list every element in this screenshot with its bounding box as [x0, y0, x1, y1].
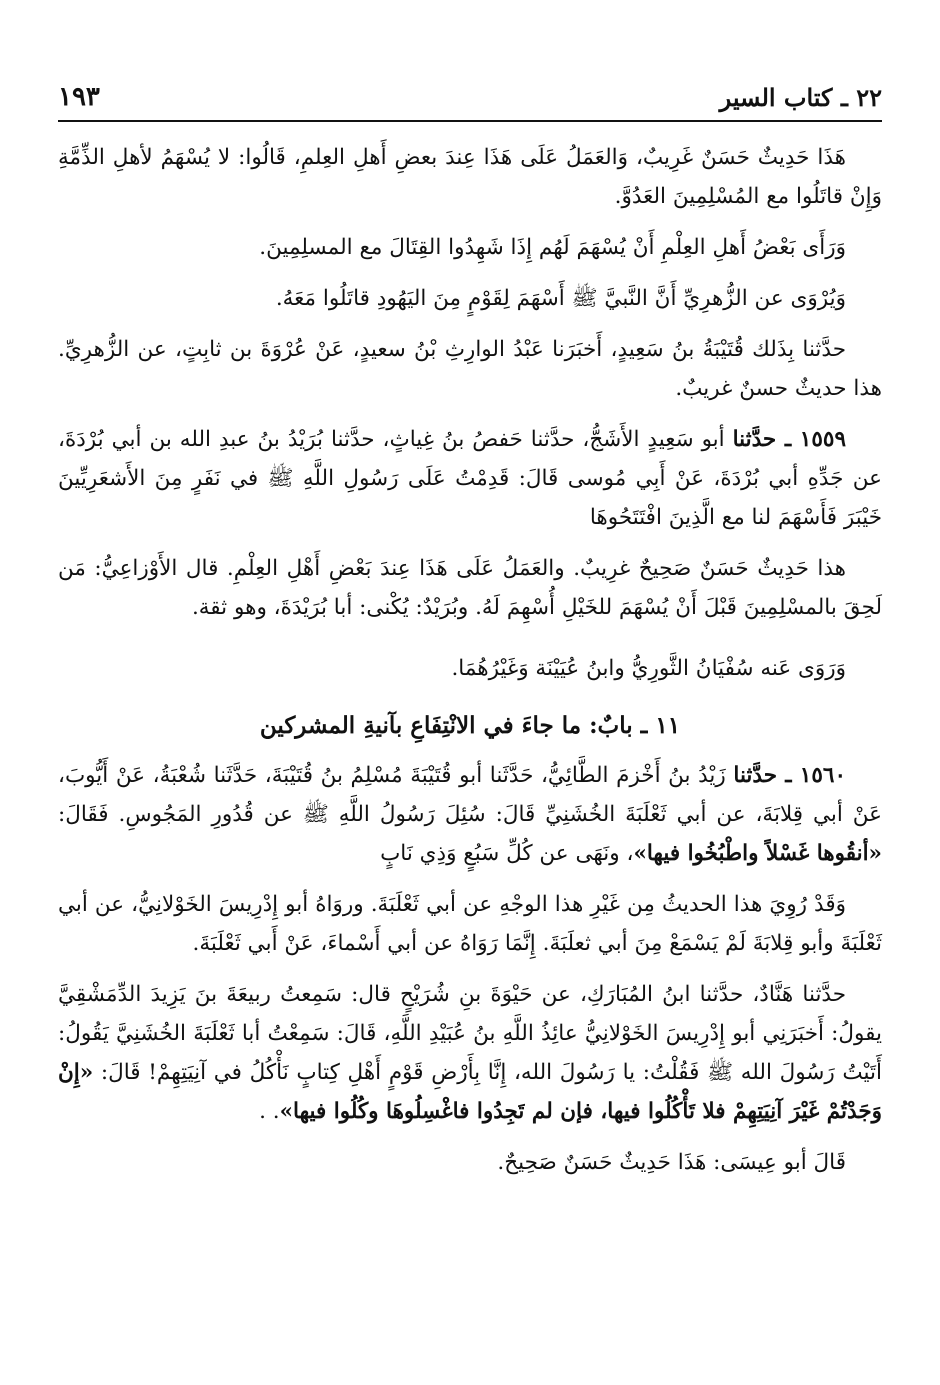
paragraph-10	[58, 975, 882, 1131]
page-body	[58, 138, 882, 1194]
hadith-number: ١٥٥٩ ـ حدَّثنا	[732, 427, 846, 452]
hadith-text-end: . .	[259, 1099, 280, 1124]
paragraph-2: وَرَأَى بَعْضُ أَهلِ العِلْمِ أَنْ يُسْهَمَ لَهُم إِذَا شَهِدُوا القِتَالَ مع المسلِمِينَ.	[259, 235, 846, 260]
paragraph-11: قَالَ أبو عِيسَى: هَذَا حَدِيثٌ حَسَنٌ صَحِيحٌ.	[497, 1150, 846, 1175]
chapter-title: ٢٢ ـ كتاب السير	[719, 83, 882, 112]
hadith-text: أبو سَعِيدٍ الأَشَجُّ، حدَّثنا حَفصُ بنُ غِياثٍ، حدَّثنا بُرَيْدُ بنُ عبدِ الله بن أبي بُرْدَةَ، عن جَدِّهِ أبي بُرْدَةَ، عَنْ أَبِي مُوسى قَالَ: قَدِمْتُ عَلَى رَسُولِ اللَّهِ ﷺ في نَفَرٍ مِنَ الأَشعَرِيِّينَ خَيْبَرَ فَأَسْهَمَ لنا مع الَّذِينَ افْتَتَحُوهَا	[58, 427, 882, 530]
hadith-number: ١٥٦٠ ـ حدَّثنا	[733, 763, 846, 788]
hadith-text: حدَّثنا هَنَّادٌ، حدَّثنا ابنُ المُبَارَكِ، عن حَيْوَةَ بنِ شُرَيْحٍ قال: سَمِعتُ ربيعَةَ بنَ يَزِيدَ الدِّمَشْقِيَّ يقولُ: أَخبَرَنِي أبو إِدْرِيسَ الخَوْلانِيُّ عائِذُ اللَّهِ بنُ عُبَيْدِ اللَّهِ، قَالَ: سَمِعْتُ أبا ثَعْلَبَةَ الخُشَنِيَّ يَقُولُ: أَتَيْتُ رَسُولَ الله ﷺ فَقُلْتُ: يا رَسُولَ الله، إِنَّا بِأَرْضِ قَوْمٍ أَهْلِ كِتابٍ نَأْكُلُ في آنِيَتِهِمْ! قَالَ:	[58, 982, 882, 1085]
hadith-1559	[58, 420, 882, 537]
paragraph-4: حدَّثنا بِذَلك قُتَيْبَةُ بنُ سَعِيدٍ، أَخبَرَنا عَبْدُ الوارِثِ بْنُ سعيدٍ، عَنْ عُرْوَةَ بن ثابِتٍ، عن الزُّهرِيِّ. هذا حديثٌ حسنٌ غريبٌ.	[58, 337, 882, 401]
page-header	[58, 82, 882, 122]
paragraph-1: هَذَا حَدِيثٌ حَسَنٌ غَرِيبٌ، وَالعَمَلُ عَلَى هَذَا عِندَ بعضِ أَهلِ العِلمِ، قَالُوا: لا يُسْهَمُ لأهلِ الذِّمَّةِ وَإِنْ قاتَلُوا مع المُسْلِمِينَ العَدُوَّ.	[58, 145, 882, 209]
hadith-text-end: ، ونَهَى عن كُلِّ سَبُعٍ وَذِي نَابٍ	[380, 841, 634, 866]
chapter-heading: ١١ ـ بابٌ: ما جاءَ في الانْتِفَاعِ بآنيةِ المشركين	[259, 712, 681, 739]
paragraph-9: وَقَدْ رُوِيَ هذا الحديثُ مِن غَيْرِ هذا الوجْهِ عن أبي ثَعْلَبَةَ. وروَاهُ أبو إِدْرِيسَ الخَوْلانِيُّ، عن أبي ثَعْلَبَةَ وأبو قِلابَةَ لَمْ يَسْمَعْ مِنَ أبي ثعلَبَةَ. إِنَّمَا رَوَاهُ عن أبي أَسْماءَ، عَنْ أَبي ثَعْلَبَةَ.	[58, 892, 882, 956]
hadith-1560	[58, 756, 882, 873]
paragraph-3: وَيُرْوَى عن الزُّهرِيِّ أَنَّ النَّبيَّ ﷺ أَسْهَمَ لِقَوْمٍ مِنَ اليَهُودِ قاتَلُوا مَعَهُ.	[275, 286, 846, 311]
hadith-quote: «إِنْ وَجَدْتُمْ غَيْرَ آنِيَتِهِمْ فلا تَأْكُلُوا فيها، فإن لم تَجِدُوا فاغْسِلُوهَا وكُلُوا فيها»	[58, 1060, 882, 1124]
hadith-text: زَيْدُ بنُ أَخْزمَ الطَّائِيُّ، حَدَّثَنا أبو قُتَيْبَةَ مُسْلِمُ بنُ قُتَيْبَةَ، حَدَّثَنا شُعْبَةُ، عَنْ أَيُّوبَ، عَنْ أبي قِلابَةَ، عن أبي ثَعْلَبَةَ الخُشَنِيِّ قَالَ: سُئِلَ رَسُولُ اللَّهِ ﷺ عن قُدُورِ المَجُوسِ. فَقَالَ:	[58, 763, 882, 827]
hadith-quote: «أنقُوها غَسْلاً واطْبُخُوا فيها»	[633, 841, 882, 866]
paragraph-6: هذا حَدِيثٌ حَسَنٌ صَحِيحٌ غرِيبٌ. والعَمَلُ عَلَى هَذَا عِندَ بَعْضِ أَهْلِ العِلْمِ. قال الأَوْزاعِيُّ: مَن لَحِقَ بالمسْلِمِينَ قَبْلَ أَنْ يُسْهَمَ للخَيْلِ أُسْهِمَ لَهُ. وبُرَيْدٌ: يُكْنى: أبا بُرَيْدَةَ، وهو ثقة.	[58, 556, 882, 620]
page-number: ١٩٣	[58, 82, 100, 112]
paragraph-7: وَرَوَى عَنه سُفْيَانُ الثَّورِيُّ وابنُ عُيَيْنَة وَغَيْرُهُمَا.	[451, 656, 846, 681]
